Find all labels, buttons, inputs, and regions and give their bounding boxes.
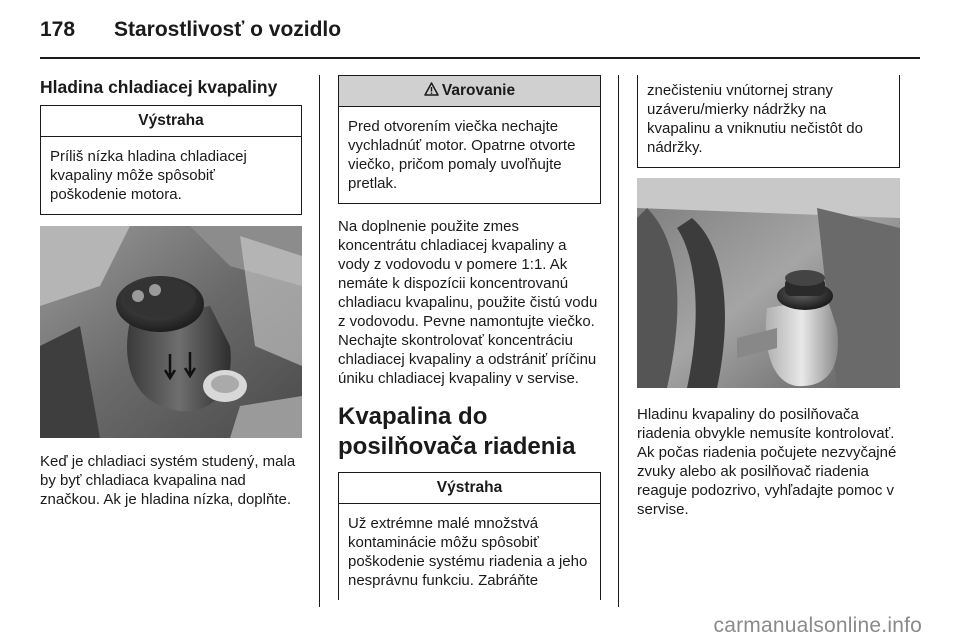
caution-text: Príliš nízka hladina chladiacej kvapaliny môže spôsobiť poškodenie motora. [50, 148, 247, 203]
warning-box [338, 75, 601, 204]
chapter-title: Starostlivosť o vozidlo [114, 18, 342, 41]
caution-heading: Výstraha [41, 106, 301, 137]
refill-instructions: Na doplnenie použite zmes koncentrátu chladiacej kvapaliny a vody z vodovodu v pomere 1:1. Ak nemáte k dispozícii koncentrovanú chladiacu kvapalinu, použite čistú vodu z vodovodu. Pevne namontujte viečko. Nechajte skontrolovať koncentráciu chladiacej kvapaliny a odstrániť príčinu úniku chladiacej kvapaliny v servise. [338, 218, 598, 387]
coolant-reservoir-illustration [40, 226, 302, 438]
warning-heading-row [339, 76, 600, 107]
caution-text-continued: znečisteniu vnútornej strany uzáveru/mierky nádržky na kvapalinu a vniknutiu nečistôt do nádržky. [647, 82, 863, 156]
warning-text: Pred otvorením viečka nechajte vychladnúť motor. Opatrne otvorte viečko, pričom pomaly uvoľňujte pretlak. [348, 118, 576, 192]
column-divider-right [618, 75, 619, 607]
column-2 [338, 75, 601, 600]
power-steering-reservoir-photo [637, 178, 900, 388]
coolant-reservoir-photo [40, 226, 302, 438]
section-title-power-steering: Kvapalina do posilňovača riadenia [338, 403, 576, 460]
coolant-caption: Keď je chladiaci systém studený, mala by byť chladiaca kvapalina nad značkou. Ak je hladina nízka, doplňte. [40, 453, 296, 508]
section-title-coolant: Hladina chladiacej kvapaliny [40, 77, 278, 97]
watermark: carmanualsonline.info [713, 614, 922, 637]
caution-heading: Výstraha [339, 473, 600, 504]
column-3 [637, 75, 900, 519]
header-divider [40, 57, 920, 59]
power-steering-reservoir-illustration [637, 178, 900, 388]
column-divider-left [319, 75, 320, 607]
caution-box-coolant [40, 105, 302, 215]
caution-text: Už extrémne malé množstvá kontaminácie môžu spôsobiť poškodenie systému riadenia a jeho nesprávnu funkciu. Zabráňte [348, 515, 588, 589]
warning-triangle-icon [424, 82, 439, 100]
column-1 [40, 75, 302, 509]
page-header [40, 18, 341, 42]
warning-heading: Varovanie [441, 82, 516, 99]
power-steering-paragraph: Hladinu kvapaliny do posilňovača riadenia obvykle nemusíte kontrolovať. Ak počas riadenia počujete nezvyčajné zvuky alebo ak posilňovač riadenia reaguje podozrivo, vyhľadajte pomoc v servise. [637, 406, 897, 518]
caution-box-continued [637, 75, 900, 168]
page-number: 178 [40, 18, 76, 41]
caution-box-power-steering [338, 472, 601, 600]
